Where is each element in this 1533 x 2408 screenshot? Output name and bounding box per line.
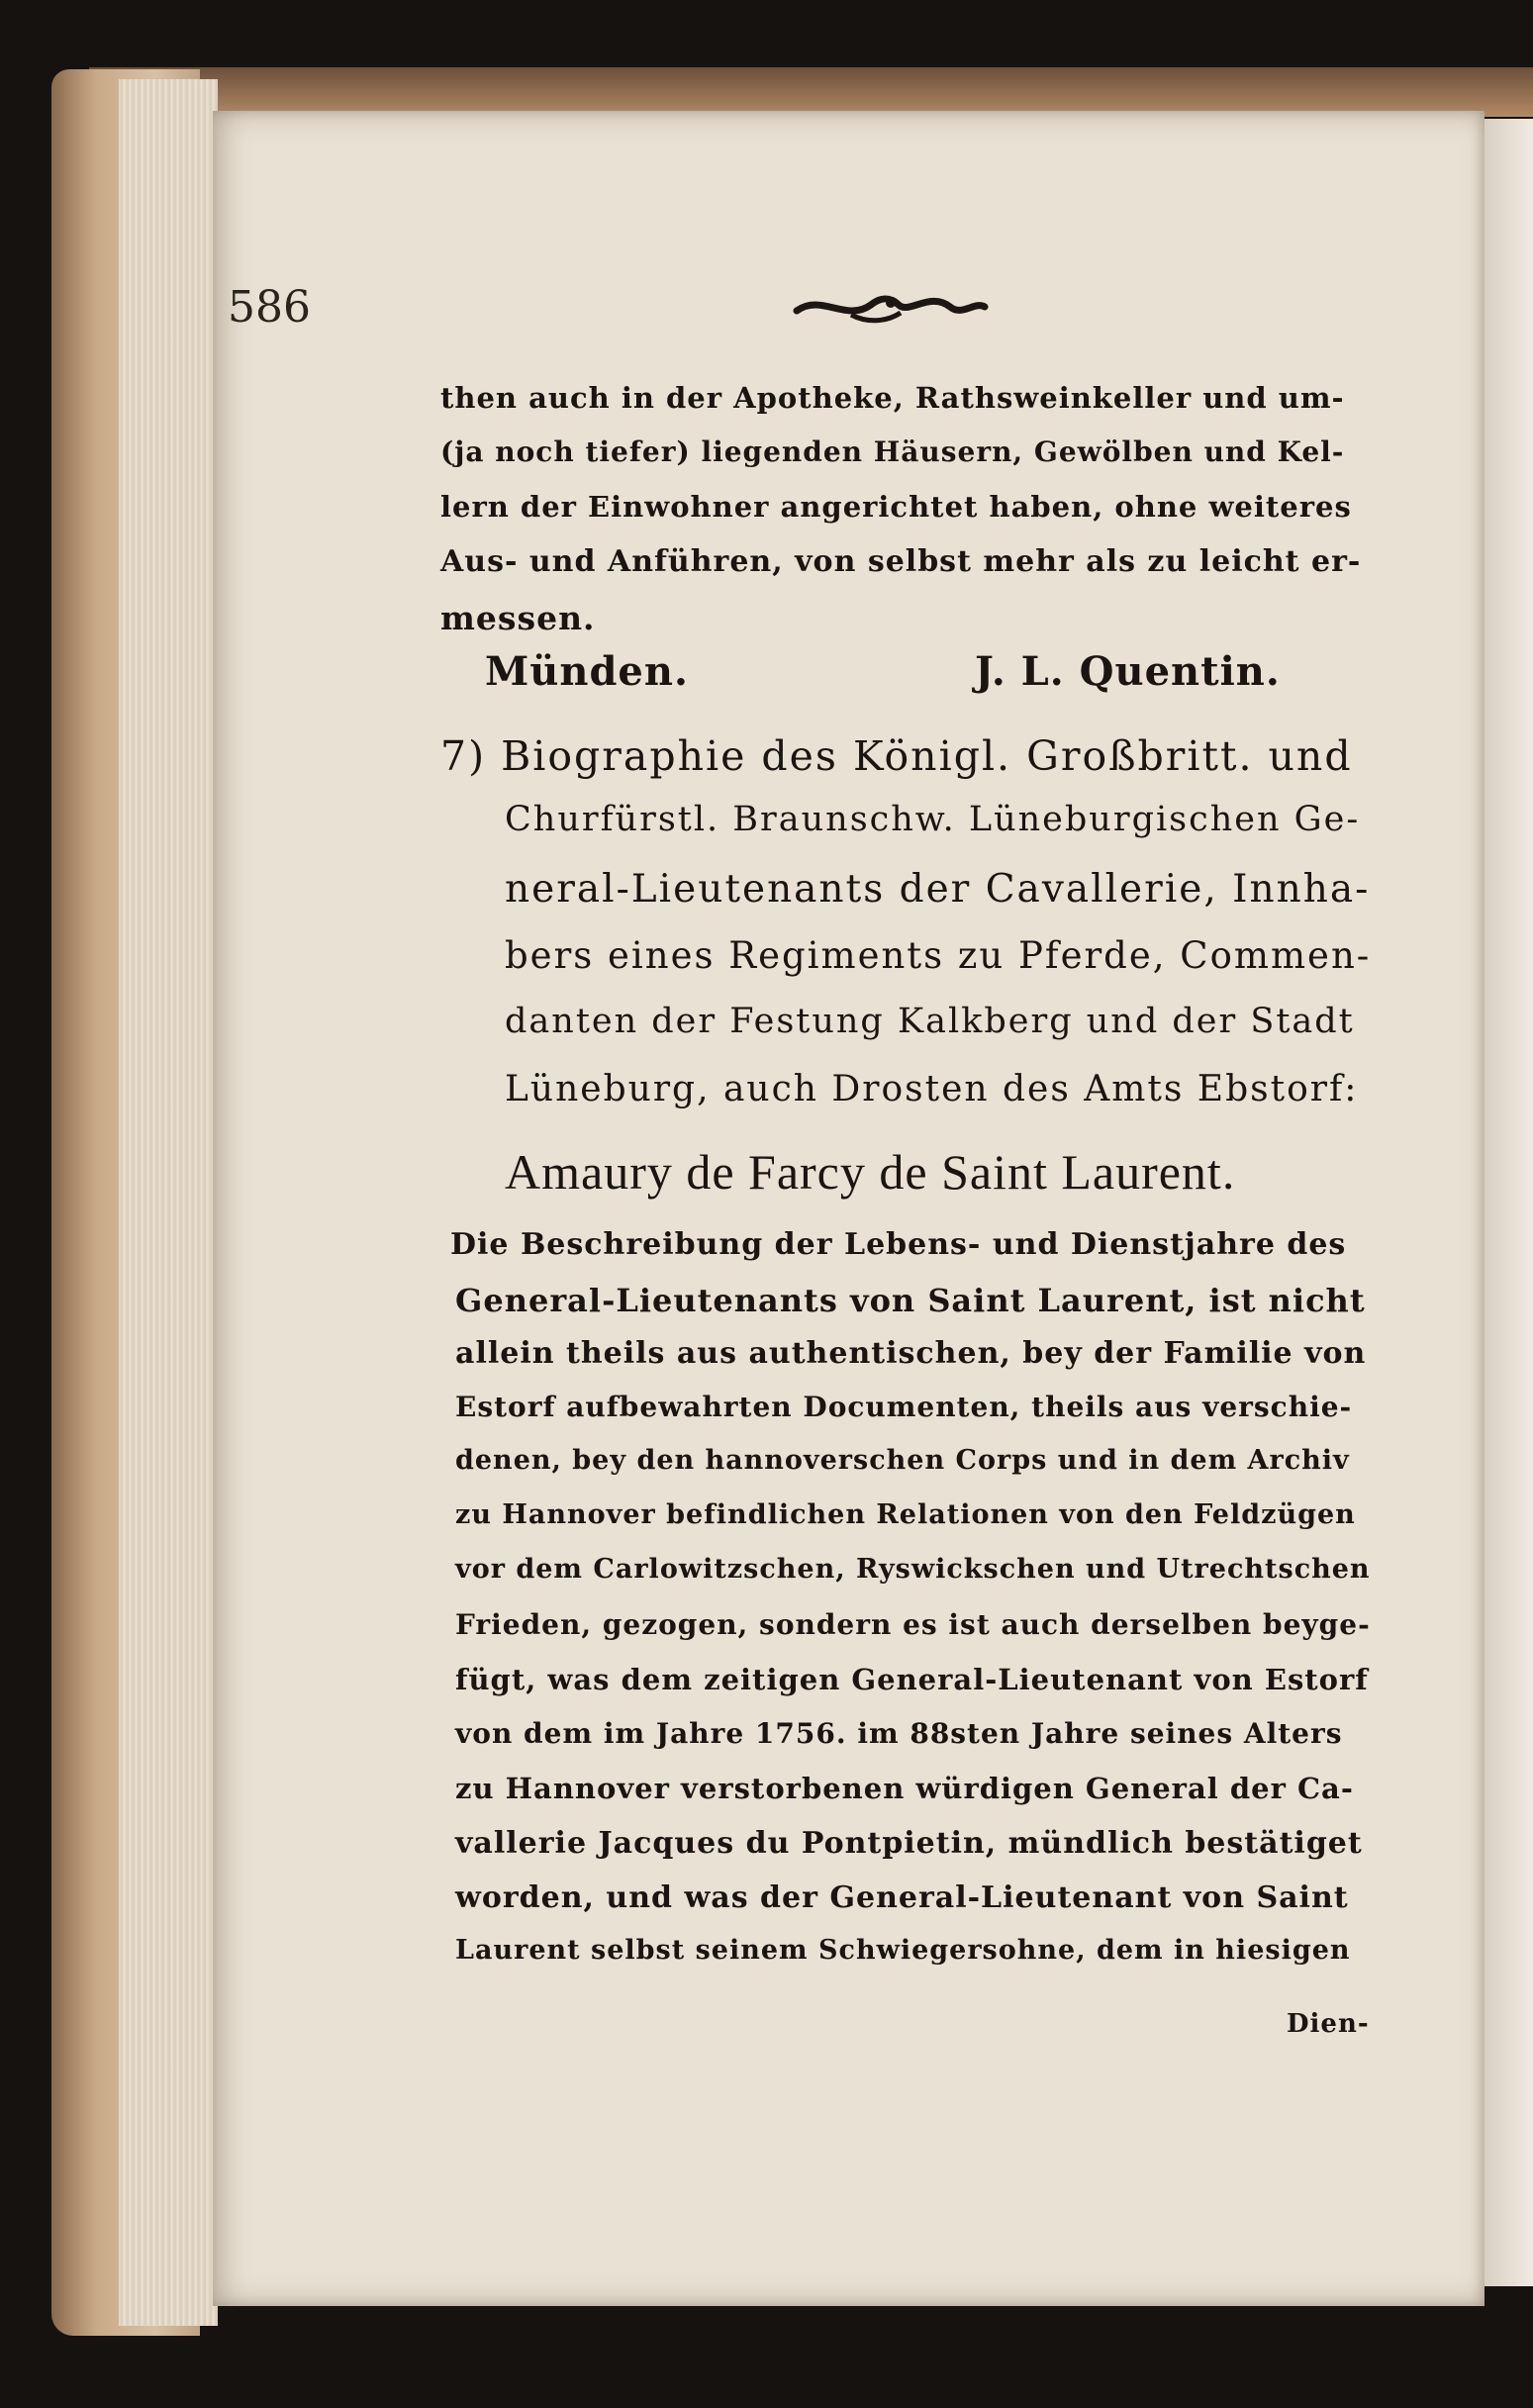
text-line: then auch in der Apotheke, Rathsweinkeller und um- <box>440 381 1345 415</box>
body-line: von dem im Jahre 1756. im 88sten Jahre seines Alters <box>455 1717 1343 1750</box>
section-subject: Amaury de Farcy de Saint Laurent. <box>505 1144 1236 1200</box>
body-line: allein theils aus authentischen, bey der Familie von <box>455 1336 1367 1371</box>
page-number: 586 <box>228 282 311 333</box>
body-line: worden, und was der General-Lieutenant von Saint <box>455 1880 1349 1915</box>
text-line: lern der Einwohner angerichtet haben, ohne weiteres <box>440 490 1352 524</box>
section-heading-line: danten der Festung Kalkberg und der Stadt <box>505 1002 1355 1041</box>
section-heading-line: 7) Biographie des Königl. Großbritt. und <box>440 732 1353 780</box>
text-line: (ja noch tiefer) liegenden Häusern, Gewölben und Kel- <box>440 435 1345 468</box>
body-line: fügt, was dem zeitigen General-Lieutenant von Estorf <box>455 1663 1369 1696</box>
body-line: vallerie Jacques du Pontpietin, mündlich bestätiget <box>455 1826 1363 1861</box>
body-line: General-Lieutenants von Saint Laurent, ist nicht <box>455 1282 1366 1319</box>
ornament-icon <box>792 285 990 331</box>
body-line: vor dem Carlowitzschen, Ryswickschen und Utrechtschen <box>455 1554 1371 1585</box>
section-heading-line: neral-Lieutenants der Cavallerie, Innha- <box>505 867 1371 912</box>
catchword: Dien- <box>1287 2009 1370 2039</box>
body-line: denen, bey den hannoverschen Corps und in dem Archiv <box>455 1445 1350 1476</box>
body-line: zu Hannover befindlichen Relationen von den Feldzügen <box>455 1499 1356 1530</box>
page-stack <box>119 79 218 2326</box>
section-heading-line: Churfürstl. Braunschw. Lüneburgischen Ge- <box>505 800 1361 839</box>
body-line: zu Hannover verstorbenen würdigen General der Ca- <box>455 1772 1354 1805</box>
signature-place: Münden. <box>485 648 689 695</box>
section-heading-line: Lüneburg, auch Drosten des Amts Ebstorf: <box>505 1069 1359 1109</box>
body-line: Estorf aufbewahrten Documenten, theils aus verschie- <box>455 1391 1353 1423</box>
book-top-edge <box>89 67 1533 117</box>
text-line: Aus- und Anführen, von selbst mehr als zu leicht er- <box>440 544 1362 579</box>
body-line: Frieden, gezogen, sondern es ist auch derselben beyge- <box>455 1608 1371 1641</box>
facing-page-edge <box>1485 119 1533 2286</box>
signature-author: J. L. Quentin. <box>975 648 1281 695</box>
text-line: messen. <box>440 599 596 637</box>
body-line: Die Beschreibung der Lebens- und Dienstjahre des <box>450 1227 1347 1262</box>
body-line: Laurent selbst seinem Schwiegersohne, dem in hiesigen <box>455 1935 1351 1966</box>
section-heading-line: bers eines Regiments zu Pferde, Commen- <box>505 934 1372 977</box>
